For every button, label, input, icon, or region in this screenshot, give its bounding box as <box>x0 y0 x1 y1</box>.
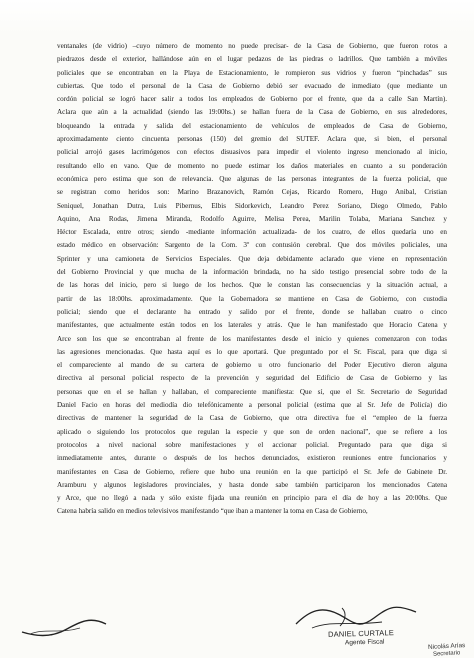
document-line: partir de las 18:00hs. aproximadamente. Que la Gobernadora se mantiene en Casa de Gobierno, con custodia <box>57 294 447 303</box>
document-line: cordón policial se logró hacer salir a todos los empleados de Gobierno por el frente, que da a calle San Martín). <box>57 95 447 104</box>
document-line: inmediatamente antes, durante o después de los hechos denunciados, existieron reuniones entre funcionarios y <box>57 454 447 463</box>
fiscal-title: Agente Fiscal <box>344 638 385 647</box>
document-line: estado médico en observación: Sargento de la Com. 3º con contusión cerebral. Que dos móviles policiales, una <box>57 241 447 250</box>
document-line: policial arrojó gases lacrimógenos con efectos disuasivos para impedir el violento ingreso mencionado al inicio, <box>57 148 447 157</box>
document-line: cubiertas. Que todo el personal de la Casa de Gobierno debió ser evacuado de inmediato (que mediante un <box>57 81 447 90</box>
signature-left <box>20 610 110 640</box>
document-line: directivas de mantener la seguridad de la Casa de Gobierno, que otra directiva fue el “empleo de la fuerza <box>57 414 447 423</box>
document-line: del Gobierno Provincial y que mucha de la información brindada, no ha sido testigo presencial sobre todo de la <box>57 268 447 277</box>
document-body <box>57 40 447 519</box>
document-line: bloqueando la entrada y salida del estacionamiento de vehículos de empleados de Casa de Gobierno, <box>57 121 447 130</box>
document-line: policial; siendo que el declarante ha entrado y salido por el frente, donde se hallaban cuatro o cinco <box>57 307 447 316</box>
document-line: piedrazos desde el exterior, hallándose aún en el lugar pedazos de las piedras o ladrillos. Que también a móviles <box>57 55 447 64</box>
document-line: y Arce, que no llegó a nada y sólo existe fijada una reunión en principio para el día de hoy a las 20:00hs. Que <box>57 494 447 503</box>
document-line: Catena habría salido en medios televisivos manifestando “que iban a mantener la toma en Casa de Gobierno, <box>57 507 368 516</box>
document-line: Aclara que aún a la actualidad (siendo las 19:00hs.) se hallan fuera de la Casa de Gobierno, en sus alrededores, <box>57 108 447 117</box>
document-line: directiva al personal policial respecto de la prevención y seguridad del Edificio de Casa de Gobierno y las <box>57 374 447 383</box>
document-line: personas que en el se hallan y hallaban, el compareciente manifiesta: Que sí, que el Sr. Secretario de Seguridad <box>57 387 447 396</box>
document-line: manifestantes, que actualmente están todos en los laterales y atrás. Que le han manifestado que Horacio Catena y <box>57 321 447 330</box>
document-line: Daniel Facio en horas del mediodía dio telefónicamente a personal policial (estima que al Sr. Jefe de Policía) dio <box>57 401 447 410</box>
document-line: Aramburu y algunos legisladores provinciales, y hasta donde sabe también participaron los mencionados Catena <box>57 480 447 489</box>
document-line: Héctor Escalada, entre otros; siendo -mediante información actualizada- de los cuatro, de ellos quedaría uno en <box>57 228 447 237</box>
fiscal-name: DANIEL CURTALE <box>327 628 395 639</box>
document-line: el compareciente al mando de su cartera de gobierno u otro funcionario del Poder Ejecutivo dieron alguna <box>57 361 447 370</box>
document-line: Aquino, Ana Rodas, Jimena Miranda, Rodolfo Aguirre, Melisa Perea, Marilin Tolaba, Mariana Sanchez y <box>57 214 447 223</box>
document-line: protocolos a nivel nacional sobre manifestaciones y el accionar policial. Preguntado para que diga si <box>57 440 447 449</box>
document-line: manifestantes en Casa de Gobierno, refiere que hubo una reunión en la que participó el Sr. Jefe de Gabinete Dr. <box>57 467 447 476</box>
document-line: las agresiones mencionadas. Que hasta aquí es lo que aportará. Que preguntado por el Sr. Fiscal, para que diga si <box>57 347 447 356</box>
document-line: se registran como heridos son: Marino Brazanovich, Ramón Cejas, Ricardo Romero, Hugo Anibal, Cristian <box>57 188 447 197</box>
document-line: ventanales (de vidrio) –cuyo número de momento no puede precisar- de la Casa de Gobierno, que fueron rotos a <box>57 42 447 50</box>
document-line: aproximadamente ciento cincuenta personas (150) del gremio del SUTEF. Aclara que, si bien, el personal <box>57 135 447 144</box>
document-line: Arce son los que se encontraban al frente de los manifestantes desde el inicio y quienes comenzaron con todas <box>57 334 447 343</box>
document-line: de las horas del inicio, pero si luego de los hechos. Que le constan las consecuencias y la situación actual, a <box>57 281 447 290</box>
document-line: resultando ello en vano. Que de momento no puede estimar los daños materiales en cuanto a su ponderación <box>57 161 447 170</box>
document-line: económica pero estima que son de relevancia. Que algunas de las personas integrantes de la fuerza policial, que <box>57 174 447 183</box>
secretary-name: Nicolás Arías <box>427 642 466 651</box>
document-line: Seniquel, Jonathan Dutra, Luis Pibernus, Elbis Sidorkevich, Leandro Perez Soriano, Diego Olmedo, Pablo <box>57 201 447 210</box>
page-top-margin <box>0 0 474 34</box>
document-line: Sprinter y una camioneta de Servicios Especiales. Que deja debidamente aclarado que viene en representación <box>57 254 447 263</box>
secretary-title: Secretario <box>432 650 461 658</box>
signature-area <box>0 600 474 658</box>
document-line: policiales que se encontraban en la Playa de Estacionamiento, le rompieron sus vidrios y fueron “pinchadas” sus <box>57 68 447 77</box>
document-line: aplicado o siguiendo los protocolos que regulan la especie y que son de orden nacional”, que se refiere a los <box>57 427 447 436</box>
